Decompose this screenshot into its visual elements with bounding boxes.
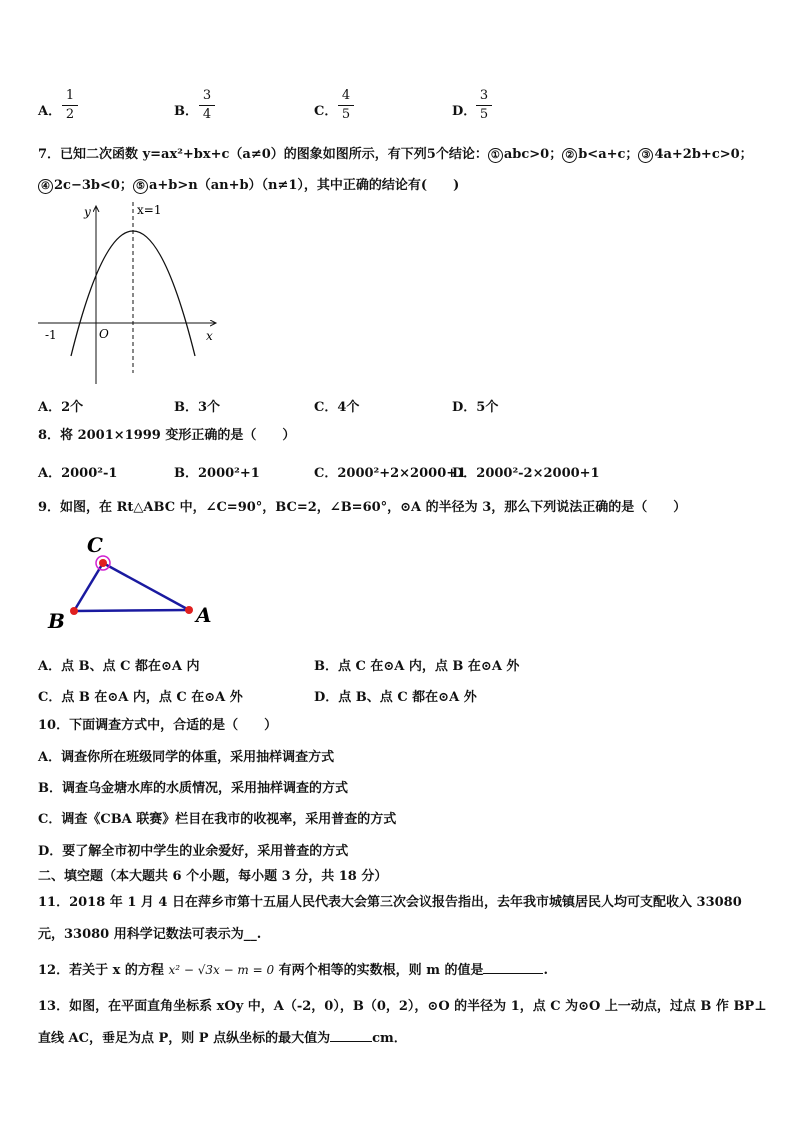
q10-option-d: D．要了解全市初中学生的业余爱好，采用普查的方式 [38, 844, 349, 859]
q9-option-a: A．点 B、点 C 都在⊙A 内 [38, 659, 200, 674]
side-ba [74, 610, 189, 611]
x-axis-label: x [206, 329, 213, 343]
y-axis-label: y [84, 205, 91, 219]
point-a [185, 606, 193, 614]
side-ca [103, 563, 189, 610]
q7-option-a: A．2个 [38, 400, 84, 415]
q6-option-c-label: C． [314, 104, 338, 119]
q6-option-d-fraction: 3 5 [476, 88, 492, 123]
q6-option-b-label: B． [174, 104, 198, 119]
q10-option-c: C．调查《CBA 联赛》栏目在我市的收视率，采用普查的方式 [38, 812, 397, 827]
q7-option-d: D．5个 [452, 400, 499, 415]
q7-parabola-graph [36, 198, 226, 388]
side-cb [74, 563, 103, 611]
q7-option-b: B．3个 [174, 400, 221, 415]
q10-stem: 10．下面调查方式中，合适的是（ ） [38, 718, 278, 733]
neg-one-label: -1 [45, 328, 57, 342]
q11-line2: 元，33080 用科学记数法可表示为__. [38, 927, 262, 942]
point-b [70, 607, 78, 615]
q12-line: 12．若关于 x 的方程 x² − √3x − m = 0 有两个相等的实数根，则 m 的值是 . [38, 963, 549, 978]
q10-option-a: A．调查你所在班级同学的体重，采用抽样调查方式 [38, 750, 335, 765]
q6-option-d-label: D． [452, 104, 477, 119]
q13-line2: 直线 AC，垂足为点 P，则 P 点纵坐标的最大值为 cm． [38, 1031, 407, 1046]
q6-option-c-fraction: 4 5 [338, 88, 354, 123]
label-b: B [48, 609, 65, 633]
section-2-heading: 二、填空题（本大题共 6 个小题，每小题 3 分，共 18 分） [38, 869, 388, 884]
q9-option-c: C．点 B 在⊙A 内，点 C 在⊙A 外 [38, 690, 243, 705]
q8-option-a: A．2000²-1 [38, 466, 118, 481]
point-c [99, 559, 107, 567]
q6-option-a-fraction: 1 2 [62, 88, 78, 123]
q12-equation: x² − √3x − m = 0 [168, 963, 275, 977]
q8-stem: 8．将 2001×1999 变形正确的是（ ） [38, 428, 296, 443]
q13-answer-blank[interactable] [330, 1041, 372, 1042]
origin-label: O [99, 327, 109, 341]
q10-option-b: B．调查乌金塘水库的水质情况，采用抽样调查的方式 [38, 781, 348, 796]
q6-option-b-fraction: 3 4 [199, 88, 215, 123]
q7-stem-line1: 7．已知二次函数 y=ax²+bx+c（a≠0）的图象如图所示，有下列5个结论： ① abc>0； ② b<a+c； ③ 4a+2b+c>0； [38, 147, 753, 162]
q7-stem-line2: ④ 2c−3b<0； ⑤ a+b>n（an+b）（n≠1），其中正确的结论有( ) [38, 177, 459, 195]
q9-option-d: D．点 B、点 C 都在⊙A 外 [314, 690, 477, 705]
q7-option-c: C．4个 [314, 400, 360, 415]
q12-answer-blank[interactable] [483, 973, 543, 974]
q13-line1: 13．如图，在平面直角坐标系 xOy 中，A（-2，0），B（0，2），⊙O 的半径为 1，点 C 为⊙O 上一动点，过点 B 作 BP⊥ [38, 999, 767, 1014]
q6-option-a-label: A． [38, 104, 62, 119]
label-c: C [87, 533, 103, 557]
q8-option-b: B．2000²+1 [174, 466, 260, 481]
q8-option-c: C．2000²+2×2000+1 [314, 466, 467, 481]
label-a: A [196, 603, 212, 627]
q11-line1: 11．2018 年 1 月 4 日在萍乡市第十五届人民代表大会第三次会议报告指出，去年我市城镇居民人均可支配收入 33080 [38, 895, 742, 910]
q9-stem: 9．如图，在 Rt△ABC 中，∠C=90°，BC=2，∠B=60°，⊙A 的半径为 3，那么下列说法正确的是（ ） [38, 500, 687, 515]
q9-option-b: B．点 C 在⊙A 内，点 B 在⊙A 外 [314, 659, 520, 674]
q8-option-d: D．2000²-2×2000+1 [452, 466, 600, 481]
symmetry-label: x=1 [137, 203, 162, 217]
q9-triangle-figure [40, 528, 230, 636]
